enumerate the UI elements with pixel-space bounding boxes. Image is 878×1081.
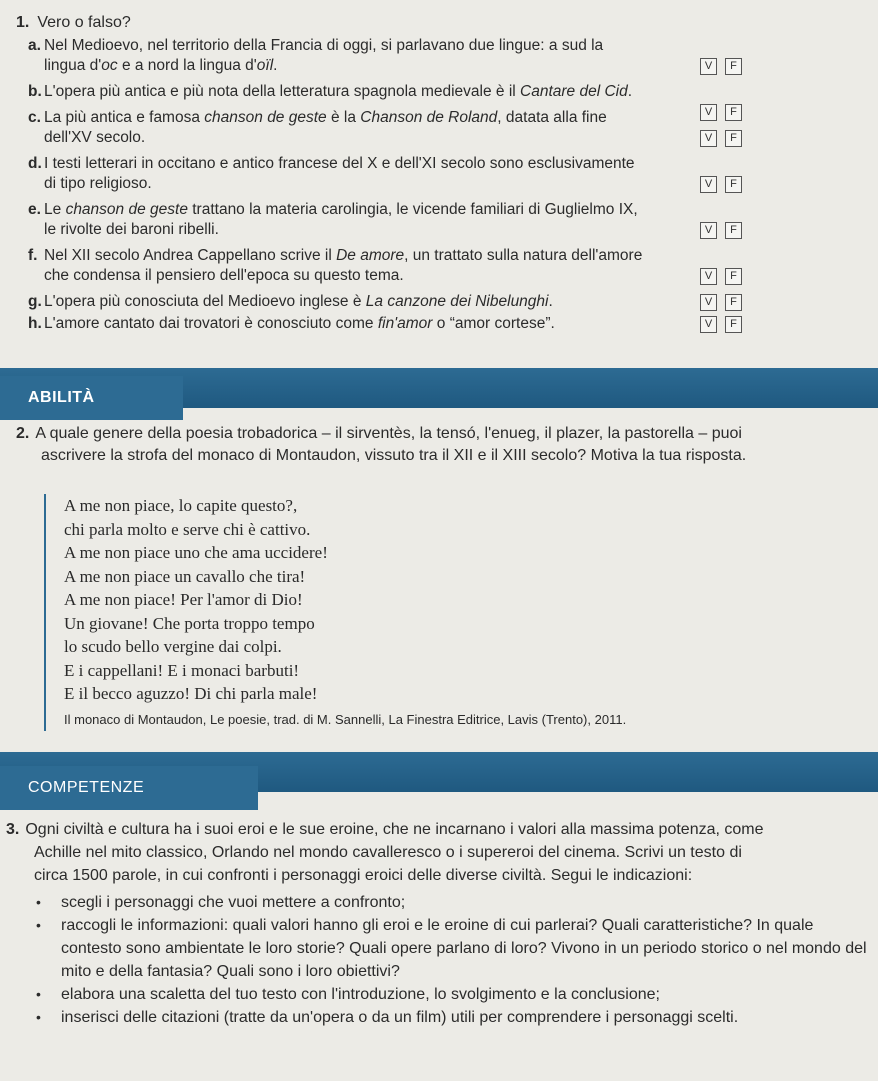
poem-source: Il monaco di Montaudon, Le poesie, trad. di M. Sannelli, La Finestra Editrice, Lavis (Trento), 2011. (64, 711, 627, 727)
question-3-row (6, 841, 872, 864)
true-false-boxes (700, 58, 742, 75)
false-box[interactable]: F (725, 104, 742, 121)
false-box[interactable]: F (725, 294, 742, 311)
true-box[interactable]: V (700, 268, 717, 285)
true-box[interactable]: V (700, 130, 717, 147)
true-false-item (16, 314, 737, 334)
item-text: I testi letterari in occitano e antico francese del X e dell'XI secolo sono esclusivamente di tipo religioso. (44, 155, 635, 192)
true-false-item (16, 246, 737, 286)
item-letter: d. (28, 155, 42, 172)
question-number: 3. (6, 821, 20, 838)
question-1-title (16, 14, 866, 32)
true-false-boxes (700, 176, 742, 193)
true-false-item (16, 36, 737, 76)
instruction-item: • inserisci delle citazioni (tratte da un'opera o da un film) utili per comprendere i personaggi scelti. (6, 1006, 872, 1029)
poem-quote (44, 494, 764, 731)
true-false-item (16, 200, 737, 240)
true-box[interactable]: V (700, 176, 717, 193)
question-title-text: Vero o falso? (37, 14, 131, 31)
true-false-item (16, 154, 737, 194)
true-false-boxes (700, 222, 742, 239)
false-box[interactable]: F (725, 176, 742, 193)
item-text: L'opera più antica e più nota della letteratura spagnola medievale è il Cantare del Cid. (44, 83, 633, 100)
false-box[interactable]: F (725, 130, 742, 147)
question-2-line-1: A quale genere della poesia trobadorica – il sirventès, la tensó, l'enueg, il plazer, la pastorella – puoi (35, 425, 742, 442)
true-false-boxes (700, 294, 742, 311)
question-3-row (6, 818, 872, 841)
item-letter: b. (28, 83, 42, 100)
true-box[interactable]: V (700, 104, 717, 121)
true-false-boxes (700, 130, 742, 147)
false-box[interactable]: F (725, 58, 742, 75)
item-text: Nel XII secolo Andrea Cappellano scrive il De amore, un trattato sulla natura dell'amore che condensa il pensiero dell'epoca su questo tema. (44, 247, 643, 284)
instruction-item: • raccogli le informazioni: quali valori hanno gli eroi e le eroine di cui parlerai? Quali caratteristiche? In quale contesto sono ambientate le loro storie? Quali opere parlano di loro? Vivono in un periodo storico o nel mondo del mito e della fantasia? Quali sono i loro obiettivi? (6, 914, 872, 983)
item-text: L'opera più conosciuta del Medioevo inglese è La canzone dei Nibelunghi. (44, 293, 553, 310)
question-3-line: Ogni civiltà e cultura ha i suoi eroi e le sue eroine, che ne incarnano i valori alla massima potenza, come (25, 821, 764, 838)
item-letter: c. (28, 109, 41, 126)
poem-line: A me non piace un cavallo che tira! (64, 566, 306, 586)
true-false-item (16, 292, 737, 312)
poem-line: A me non piace! Per l'amor di Dio! (64, 590, 303, 609)
abilita-label: ABILITÀ (0, 376, 183, 420)
question-number: 1. (16, 14, 30, 31)
poem-line: Un giovane! Che porta troppo tempo (64, 613, 315, 633)
instruction-item: • elabora una scaletta del tuo testo con l'introduzione, lo svolgimento e la conclusione; (6, 983, 872, 1006)
item-text: Le chanson de geste trattano la materia carolingia, le vicende familiari di Guglielmo IX, le rivolte dei baroni ribelli. (44, 201, 638, 238)
false-box[interactable]: F (725, 316, 742, 333)
true-false-item (16, 108, 737, 148)
instructions-list (6, 891, 872, 1029)
true-box[interactable]: V (700, 58, 717, 75)
true-false-boxes (700, 104, 742, 121)
question-2 (16, 423, 866, 467)
item-text: La più antica e famosa chanson de geste è la Chanson de Roland, datata alla fine dell'XV secolo. (44, 109, 607, 146)
question-3 (6, 818, 872, 1029)
item-letter: f. (28, 247, 38, 264)
poem-line: chi parla molto e serve chi è cattivo. (64, 519, 311, 539)
true-false-item (16, 82, 737, 118)
item-text: Nel Medioevo, nel territorio della Francia di oggi, si parlavano due lingue: a sud la lingua d'oc e a nord la lingua d'oïl. (44, 37, 604, 74)
true-box[interactable]: V (700, 294, 717, 311)
true-false-boxes (700, 268, 742, 285)
item-text: L'amore cantato dai trovatori è conosciuto come fin'amor o “amor cortese”. (44, 315, 555, 332)
question-number: 2. (16, 425, 30, 442)
question-3-row (6, 864, 872, 887)
poem-line: E i cappellani! E i monaci barbuti! (64, 660, 300, 680)
item-letter: a. (28, 37, 41, 54)
poem-line: A me non piace uno che ama uccidere! (64, 543, 328, 562)
true-box[interactable]: V (700, 316, 717, 333)
question-3-text (6, 818, 872, 887)
item-letter: e. (28, 201, 41, 218)
true-box[interactable]: V (700, 222, 717, 239)
true-false-list (16, 36, 866, 334)
poem-lines (64, 494, 764, 706)
true-false-boxes (700, 316, 742, 333)
question-3-line: circa 1500 parole, in cui confronti i personaggi eroici delle diverse civiltà. Segui le indicazioni: (34, 867, 693, 884)
poem-line: E il becco aguzzo! Di chi parla male! (64, 684, 318, 703)
poem-line: A me non piace, lo capite questo?, (64, 496, 298, 515)
question-2-line-2: ascrivere la strofa del monaco di Montaudon, vissuto tra il XII e il XIII secolo? Motiva la tua risposta. (41, 447, 747, 464)
question-3-line: Achille nel mito classico, Orlando nel mondo cavalleresco o i supereroi del cinema. Scrivi un testo di (34, 844, 742, 861)
item-letter: g. (28, 293, 42, 310)
instruction-item: • scegli i personaggi che vuoi mettere a confronto; (6, 891, 872, 914)
question-1 (16, 14, 866, 340)
false-box[interactable]: F (725, 222, 742, 239)
item-letter: h. (28, 315, 42, 332)
competenze-label: COMPETENZE (0, 766, 258, 810)
false-box[interactable]: F (725, 268, 742, 285)
poem-line: lo scudo bello vergine dai colpi. (64, 637, 282, 656)
